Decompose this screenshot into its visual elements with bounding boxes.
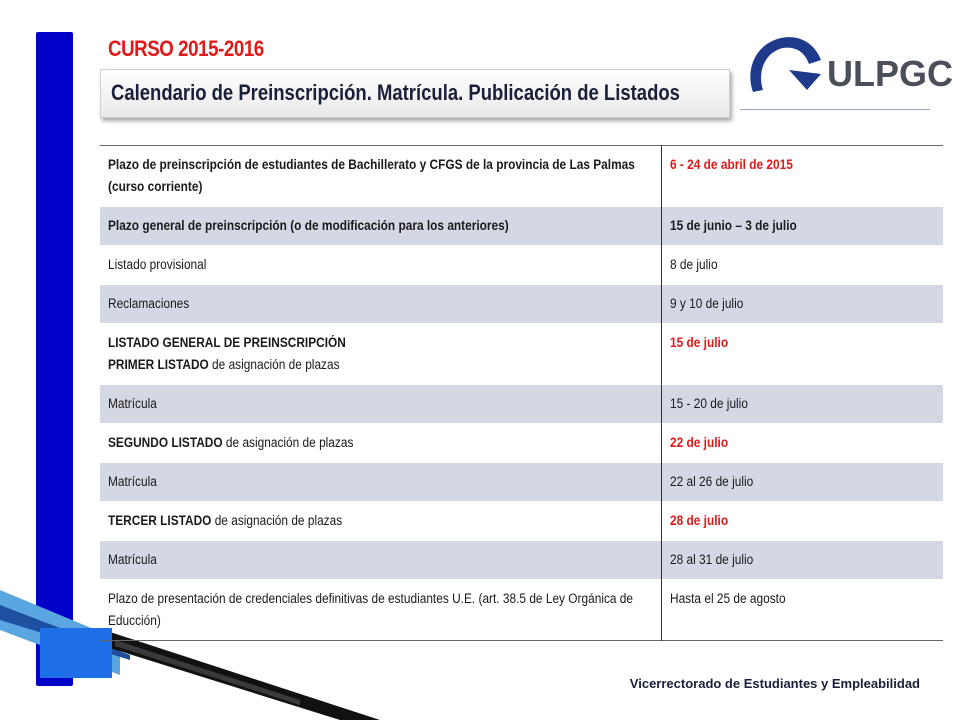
row-label: Matrícula <box>108 474 157 489</box>
logo-divider <box>740 109 930 110</box>
table-row <box>100 324 943 385</box>
row-date: 8 de julio <box>670 257 718 272</box>
row-date: 9 y 10 de julio <box>670 296 744 311</box>
ulpgc-logo <box>745 30 953 105</box>
table-row <box>100 246 943 285</box>
row-date: 28 al 31 de julio <box>670 552 754 567</box>
page-title: Calendario de Preinscripción. Matrícula. Publicación de Listados <box>111 80 680 105</box>
row-date: Hasta el 25 de agosto <box>670 591 786 606</box>
row-date: 22 al 26 de julio <box>670 474 754 489</box>
footer-text: Vicerrectorado de Estudiantes y Empleabilidad <box>629 676 920 691</box>
table-row <box>100 502 943 541</box>
table-row <box>100 424 943 463</box>
subtitle-banner <box>100 69 730 118</box>
table-row <box>100 463 943 502</box>
row-date: 15 de julio <box>670 335 729 350</box>
row-label: Listado provisional <box>108 257 207 272</box>
row-label: Matrícula <box>108 396 157 411</box>
logo-text: ULPGC <box>827 53 953 94</box>
table-row <box>100 285 943 324</box>
row-date: 22 de julio <box>670 435 729 450</box>
row-date: 28 de julio <box>670 513 729 528</box>
row-label-bold: PRIMER LISTADO <box>108 357 209 372</box>
row-label-rest: de asignación de plazas <box>222 435 354 450</box>
row-label-bold: SEGUNDO LISTADO <box>108 435 223 450</box>
row-label: Reclamaciones <box>108 296 190 311</box>
row-date: 15 - 20 de julio <box>670 396 748 411</box>
row-date: 6 - 24 de abril de 2015 <box>670 157 793 172</box>
row-label-rest: de asignación de plazas <box>211 513 343 528</box>
row-label-rest: de asignación de plazas <box>208 357 340 372</box>
row-date: 15 de junio – 3 de julio <box>670 218 797 233</box>
row-label: Plazo de presentación de credenciales definitivas de estudiantes U.E. (art. 38.5 de Ley Orgánica de Educción) <box>108 591 634 628</box>
calendar-table <box>100 145 943 641</box>
table-row <box>100 580 943 641</box>
row-label: Plazo general de preinscripción (o de modificación para los anteriores) <box>108 218 509 233</box>
table-row <box>100 207 943 246</box>
table-row <box>100 385 943 424</box>
row-label: Plazo de preinscripción de estudiantes de Bachillerato y CFGS de la provincia de Las Palmas (curso corriente) <box>108 157 635 194</box>
row-label: Matrícula <box>108 552 157 567</box>
table-row <box>100 146 943 207</box>
course-title: CURSO 2015-2016 <box>108 36 264 61</box>
table-row <box>100 541 943 580</box>
row-label-heading: LISTADO GENERAL DE PREINSCRIPCIÓN <box>108 335 346 350</box>
row-label-bold: TERCER LISTADO <box>108 513 212 528</box>
